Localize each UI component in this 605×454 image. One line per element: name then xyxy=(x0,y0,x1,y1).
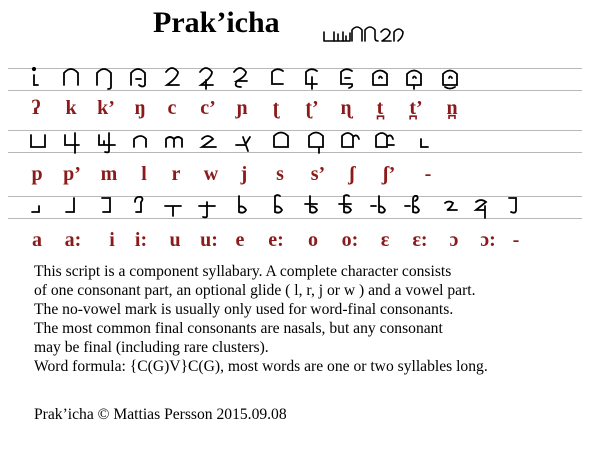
description-line: may be final (including rare clusters). xyxy=(34,339,269,356)
roman-label: e xyxy=(235,229,245,251)
glyph-p-ejective xyxy=(61,127,83,153)
roman-label: ɳ xyxy=(340,97,352,119)
glyph-dental-t xyxy=(369,63,391,89)
glyph-esh xyxy=(339,127,361,153)
roman-label: l xyxy=(141,163,147,185)
glyph-w xyxy=(197,127,219,153)
roman-label: t̪’ xyxy=(409,97,423,119)
roman-label: w xyxy=(203,163,219,185)
glyph-glottal-stop xyxy=(25,63,47,89)
glyph-vowel-open-e-long xyxy=(401,192,423,218)
roman-label: ɔ: xyxy=(480,229,496,251)
glyph-dental-n xyxy=(439,63,461,89)
glyph-no-vowel-mark xyxy=(503,192,525,218)
roman-label: ɛ: xyxy=(412,229,428,251)
roman-label: u: xyxy=(200,229,218,251)
roman-label: ʈ’ xyxy=(305,97,319,119)
roman-label: r xyxy=(171,163,181,185)
roman-label: o xyxy=(308,229,318,251)
roman-label: k xyxy=(65,97,77,119)
roman-label: s xyxy=(276,163,284,185)
glyph-k xyxy=(60,63,82,89)
guide-line xyxy=(8,90,582,91)
roman-label: a xyxy=(32,229,42,251)
glyph-dental-t-ejective xyxy=(403,63,425,89)
roman-label: ɛ xyxy=(380,229,390,251)
glyph-vowel-u xyxy=(162,192,184,218)
consonant-romanization-row-2 xyxy=(0,163,605,185)
glyph-vowel-e xyxy=(230,192,252,218)
copyright-notice: Prak’icha © Mattias Persson 2015.09.08 xyxy=(34,406,287,423)
roman-label: i: xyxy=(134,229,148,251)
roman-label: u xyxy=(169,229,181,251)
roman-label: ʃ’ xyxy=(382,163,396,185)
glyph-no-vowel-consonant xyxy=(413,127,435,153)
roman-label: ɲ xyxy=(236,97,248,119)
description-line: The no-vowel mark is usually only used for word-final consonants. xyxy=(34,301,454,318)
roman-label: i xyxy=(109,229,115,251)
glyph-l xyxy=(130,127,152,153)
description-line: The most common final consonants are nasals, but any consonant xyxy=(34,320,443,337)
glyph-vowel-o xyxy=(301,192,323,218)
glyph-vowel-o-long xyxy=(335,192,357,218)
glyph-s-ejective xyxy=(305,127,327,153)
glyph-j xyxy=(233,127,255,153)
glyph-k-ejective xyxy=(93,63,115,89)
roman-label: ɔ xyxy=(449,229,459,251)
glyph-c-ejective xyxy=(195,63,217,89)
glyph-retroflex-n xyxy=(334,63,356,89)
glyph-vowel-open-o-long xyxy=(471,192,493,218)
consonant-romanization-row-1 xyxy=(0,97,605,119)
glyph-esh-ejective xyxy=(373,127,395,153)
vowel-glyph-row xyxy=(0,192,605,218)
glyph-vowel-a xyxy=(27,192,49,218)
glyph-vowel-i xyxy=(97,192,119,218)
description-paragraph xyxy=(34,262,594,376)
roman-label: ŋ xyxy=(134,97,146,119)
roman-label: p xyxy=(31,163,43,185)
roman-label: t̪ xyxy=(376,97,384,119)
glyph-p xyxy=(27,127,49,153)
glyph-retroflex-t-ejective xyxy=(299,63,321,89)
glyph-m xyxy=(96,127,118,153)
glyph-vowel-e-long xyxy=(266,192,288,218)
consonant-glyph-row-1 xyxy=(0,63,605,89)
roman-label: o: xyxy=(341,229,359,251)
roman-label: c xyxy=(167,97,177,119)
roman-label: s’ xyxy=(310,163,326,185)
glyph-r xyxy=(163,127,185,153)
roman-label: p’ xyxy=(63,163,81,185)
glyph-palatal-nasal xyxy=(229,63,251,89)
roman-label: a: xyxy=(64,229,82,251)
description-line: Word formula: {C(G)V}C(G), most words are one or two syllables long. xyxy=(34,358,488,375)
description-line: This script is a component syllabary. A complete character consists xyxy=(34,263,452,280)
description-line: of one consonant part, an optional glide ( l, r, j or w ) and a vowel part. xyxy=(34,282,476,299)
glyph-vowel-i-long xyxy=(129,192,151,218)
glyph-c xyxy=(161,63,183,89)
roman-label: e: xyxy=(268,229,284,251)
consonant-glyph-row-2 xyxy=(0,127,605,153)
glyph-vowel-a-long xyxy=(61,192,83,218)
guide-line xyxy=(8,218,582,219)
roman-label: m xyxy=(100,163,118,185)
glyph-vowel-open-o xyxy=(439,192,461,218)
roman-label: j xyxy=(240,163,248,185)
roman-label: ʈ xyxy=(272,97,280,119)
roman-label: n̪ xyxy=(446,97,458,119)
roman-label: c’ xyxy=(200,97,216,119)
roman-label: ʃ xyxy=(348,163,356,185)
page-title: Prak’icha xyxy=(153,6,280,39)
vowel-romanization-row xyxy=(0,229,605,251)
roman-label: k’ xyxy=(97,97,115,119)
glyph-vowel-u-long xyxy=(196,192,218,218)
roman-label: - xyxy=(424,163,432,185)
glyph-retroflex-t xyxy=(265,63,287,89)
title-native-script-image xyxy=(322,24,412,46)
glyph-s xyxy=(270,127,292,153)
glyph-vowel-open-e xyxy=(367,192,389,218)
glyph-ng xyxy=(127,63,149,89)
roman-label: - xyxy=(512,229,520,251)
roman-label: ʔ xyxy=(31,97,41,119)
